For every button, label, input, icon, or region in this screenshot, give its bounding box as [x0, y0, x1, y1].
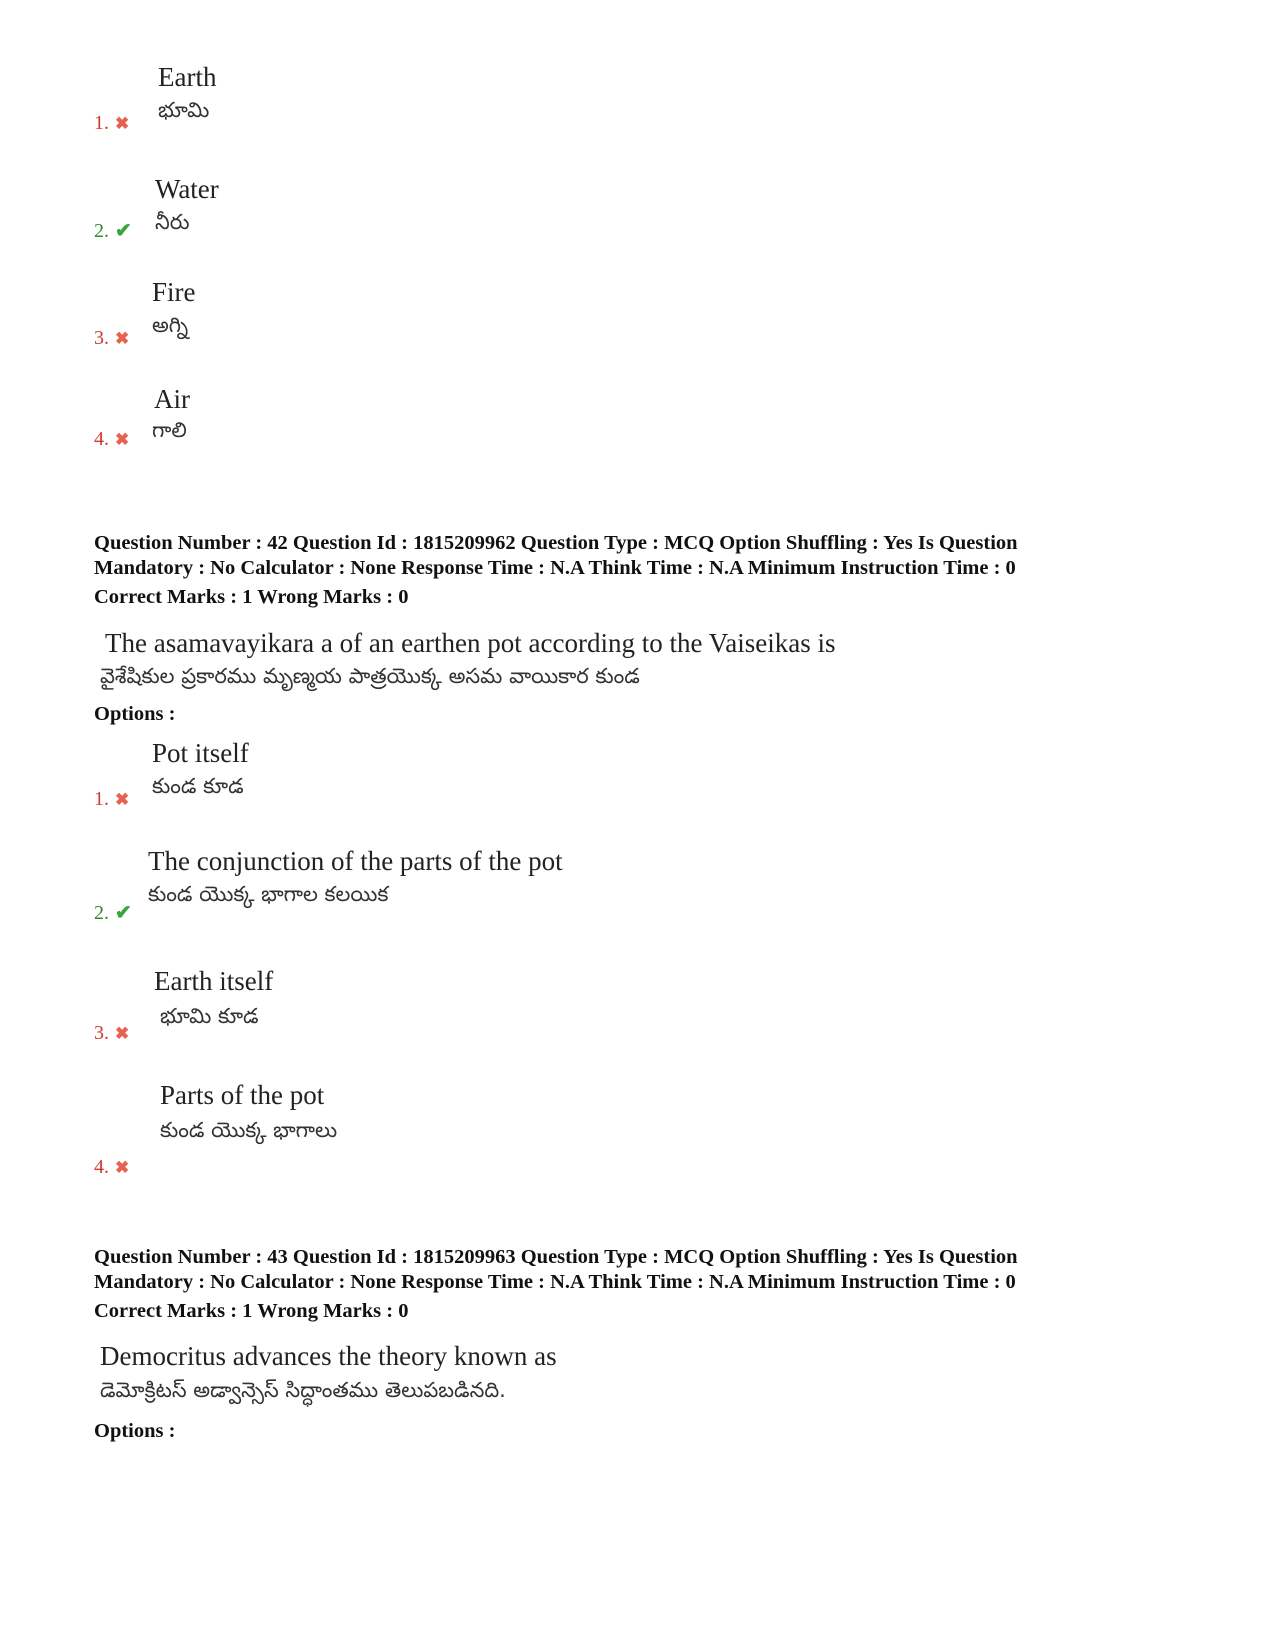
option-text-te: భూమి కూడ — [160, 1004, 259, 1028]
option-number: 4. ✖ — [94, 1156, 130, 1178]
check-icon: ✔ — [115, 220, 132, 242]
option-text-te: కుండ కూడ — [152, 774, 244, 798]
option-text-en: Water — [155, 174, 219, 204]
check-icon: ✔ — [115, 902, 132, 924]
option-number: 2. ✔ — [94, 220, 132, 242]
question-meta: Question Number : 42 Question Id : 1815209962 Question Type : MCQ Option Shuffling : Yes Is Question — [94, 532, 1018, 554]
cross-icon: ✖ — [115, 114, 130, 133]
cross-icon: ✖ — [115, 430, 130, 449]
option-text-te: భూమి — [158, 98, 210, 122]
option-text-te: కుండ యొక్క భాగాలు — [160, 1118, 338, 1142]
question-meta: Question Number : 43 Question Id : 1815209963 Question Type : MCQ Option Shuffling : Yes Is Question — [94, 1246, 1018, 1268]
question-text-te: వైశేషికుల ప్రకారము మృణ్మయ పాత్రయొక్క అసమ వాయికార కుండ — [100, 664, 640, 688]
option-text-en: Earth itself — [154, 966, 274, 996]
cross-icon: ✖ — [115, 329, 130, 348]
options-label: Options : — [94, 703, 176, 725]
question-text-en: Democritus advances the theory known as — [100, 1341, 557, 1371]
option-number: 3. ✖ — [94, 327, 130, 349]
option-number: 1. ✖ — [94, 788, 130, 810]
option-number: 1. ✖ — [94, 112, 130, 134]
option-text-te: గాలి — [152, 418, 187, 442]
option-text-te: నీరు — [155, 210, 190, 234]
question-text-te: డెమోక్రిటస్ అడ్వాన్సెస్ సిద్ధాంతము తెలుపబడినది. — [100, 1378, 506, 1402]
option-text-en: Earth — [158, 62, 217, 92]
option-text-en: Parts of the pot — [160, 1080, 325, 1110]
cross-icon: ✖ — [115, 1158, 130, 1177]
option-text-te: కుండ యొక్క భాగాల కలయిక — [148, 882, 389, 906]
cross-icon: ✖ — [115, 790, 130, 809]
option-text-en: Pot itself — [152, 738, 249, 768]
option-text-en: Fire — [152, 277, 196, 307]
question-marks: Correct Marks : 1 Wrong Marks : 0 — [94, 1300, 409, 1322]
options-label: Options : — [94, 1420, 176, 1442]
option-number: 2. ✔ — [94, 902, 132, 924]
option-text-en: The conjunction of the parts of the pot — [148, 846, 563, 876]
option-text-te: అగ్ని — [152, 313, 189, 337]
question-text-en: The asamavayikara a of an earthen pot according to the Vaiseikas is — [105, 628, 836, 658]
option-number: 4. ✖ — [94, 428, 130, 450]
question-meta: Mandatory : No Calculator : None Response Time : N.A Think Time : N.A Minimum Instruction Time : 0 — [94, 557, 1016, 579]
cross-icon: ✖ — [115, 1024, 130, 1043]
question-marks: Correct Marks : 1 Wrong Marks : 0 — [94, 586, 409, 608]
option-number: 3. ✖ — [94, 1022, 130, 1044]
option-text-en: Air — [154, 384, 190, 414]
question-meta: Mandatory : No Calculator : None Response Time : N.A Think Time : N.A Minimum Instruction Time : 0 — [94, 1271, 1016, 1293]
